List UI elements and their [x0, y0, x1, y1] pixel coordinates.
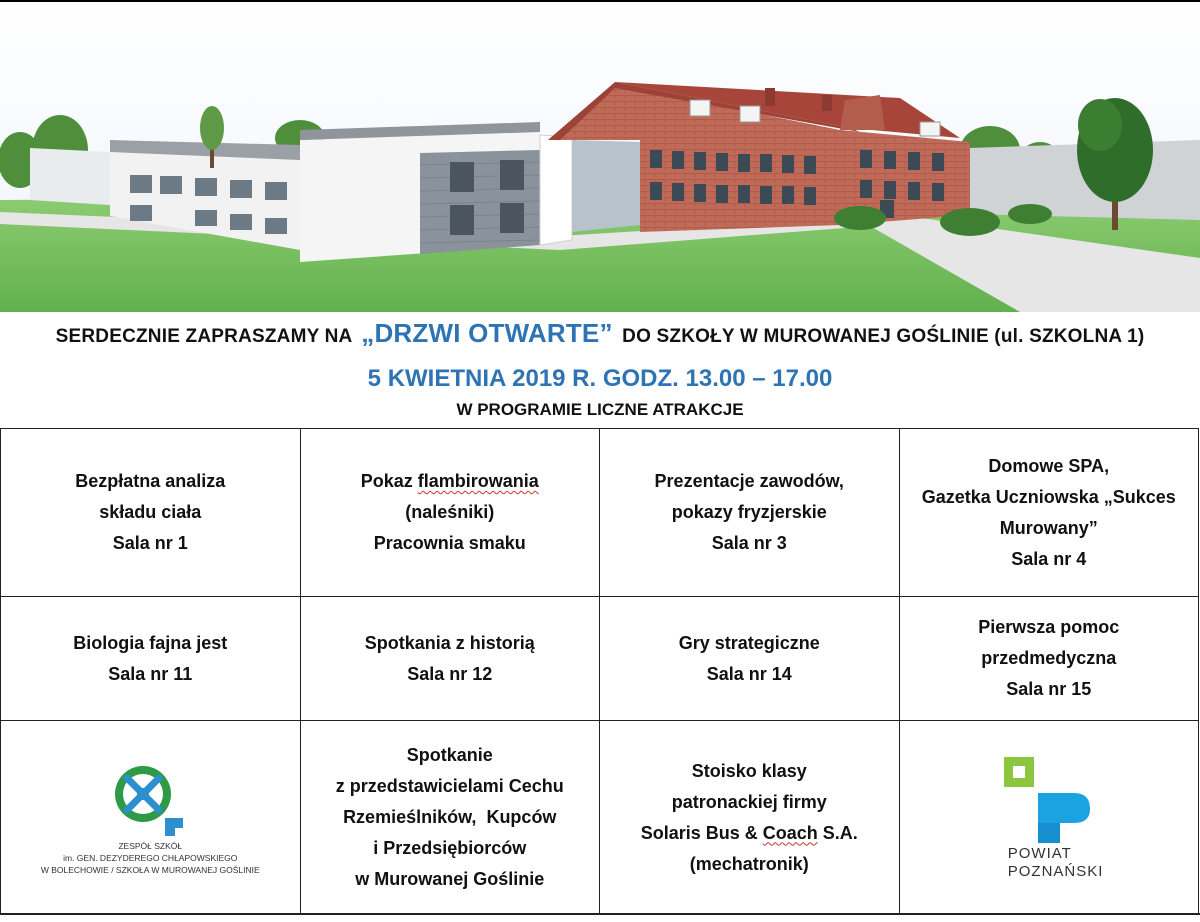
cell-line: składu ciała: [99, 502, 202, 522]
powiat-logo-cell: [899, 721, 1199, 915]
table-row: [1, 597, 1199, 721]
powiat-logo: [908, 755, 1191, 881]
cell-line: [608, 818, 891, 849]
attraction-cell-strategy-games: [600, 597, 900, 721]
event-name: „DRZWI OTWARTE”: [361, 318, 613, 348]
invitation-header: [0, 312, 1200, 430]
cell-line: Spotkania z historią: [364, 632, 535, 653]
attraction-cell-spa: [899, 429, 1199, 597]
cell-line: pokazy fryzjerskie: [671, 502, 827, 522]
cell-line: Spotkanie: [406, 745, 493, 765]
cell-text: Solaris Bus &: [640, 822, 763, 843]
caption-line: ZESPÓŁ SZKÓŁ: [118, 840, 183, 851]
caption-line: POWIAT: [1007, 844, 1072, 862]
program-note: W PROGRAMIE LICZNE ATRAKCJE: [456, 400, 744, 419]
cell-line: w Murowanej Goślinie: [355, 869, 545, 889]
attractions-table: [0, 428, 1199, 915]
cell-line: i Przedsiębiorców: [373, 838, 527, 858]
spellcheck-word: Coach: [762, 822, 818, 843]
cell-line: przedmedyczna: [981, 648, 1117, 668]
table-row: [1, 429, 1199, 597]
attraction-cell-biology: [1, 597, 301, 721]
cell-line: Pierwsza pomoc: [978, 617, 1120, 637]
cell-text: S.A.: [817, 822, 858, 843]
cell-line: (naleśniki): [405, 502, 495, 522]
cell-line: Bezpłatna analiza: [75, 471, 226, 491]
cell-line: Biologia fajna jest: [73, 632, 228, 653]
school-building-illustration: [0, 0, 1200, 312]
cell-line: patronackiej firmy: [671, 791, 827, 812]
room-label: Sala nr 3: [711, 533, 787, 553]
school-logo: [9, 760, 292, 876]
cell-line: Domowe SPA,: [988, 455, 1110, 476]
room-label: Sala nr 14: [706, 663, 792, 684]
school-logo-cell: [1, 721, 301, 915]
attraction-cell-professions: [600, 429, 900, 597]
event-date-time: 5 KWIETNIA 2019 R. GODZ. 13.00 – 17.00: [367, 365, 833, 392]
table-row: [1, 721, 1199, 915]
attraction-cell-history: [300, 597, 600, 721]
room-label: Sala nr 11: [108, 663, 193, 684]
attraction-cell-first-aid: [899, 597, 1199, 721]
caption-line: POZNAŃSKI: [1007, 862, 1104, 880]
room-label: Sala nr 12: [407, 663, 493, 684]
attraction-cell-craftsmen-guild: [300, 721, 600, 915]
attraction-cell-solaris: [600, 721, 900, 915]
invitation-suffix: DO SZKOŁY W MUROWANEJ GOŚLINIE (ul. SZKOLNA 1): [622, 326, 1145, 347]
cell-line: z przedstawicielami Cechu: [335, 776, 564, 796]
cell-line: Gazetka Uczniowska „Sukces: [921, 486, 1176, 507]
powiat-logo-caption: [1008, 845, 1108, 881]
room-label: Pracownia smaku: [373, 533, 526, 553]
room-label: Sala nr 4: [1011, 548, 1087, 569]
spellcheck-word: flambirowania: [417, 471, 539, 491]
room-label: Sala nr 1: [112, 533, 188, 553]
caption-line: im. GEN. DEZYDEREGO CHŁAPOWSKIEGO: [63, 852, 238, 863]
cell-line: Prezentacje zawodów,: [654, 471, 844, 491]
cell-line: Gry strategiczne: [678, 632, 820, 653]
cell-line: [309, 466, 592, 497]
attraction-cell-body-analysis: [1, 429, 301, 597]
cell-line: Rzemieślników, Kupców: [343, 807, 557, 827]
school-emblem-icon: [105, 760, 195, 840]
powiat-emblem-icon: [1004, 755, 1094, 845]
invitation-prefix: SERDECZNIE ZAPRASZAMY NA: [55, 326, 352, 347]
cell-line: Murowany”: [999, 517, 1098, 538]
school-logo-caption: [41, 840, 260, 876]
room-label: Sala nr 15: [1006, 679, 1092, 699]
school-building-rendering: [0, 0, 1200, 312]
cell-line: (mechatronik): [689, 853, 809, 874]
invitation-line: [0, 318, 1200, 349]
attraction-cell-flambe: [300, 429, 600, 597]
bottom-border: [0, 913, 1200, 915]
caption-line: W BOLECHOWIE / SZKOŁA W MUROWANEJ GOŚLINIE: [40, 864, 260, 875]
cell-text: Pokaz: [360, 471, 418, 491]
cell-line: Stoisko klasy: [691, 760, 807, 781]
